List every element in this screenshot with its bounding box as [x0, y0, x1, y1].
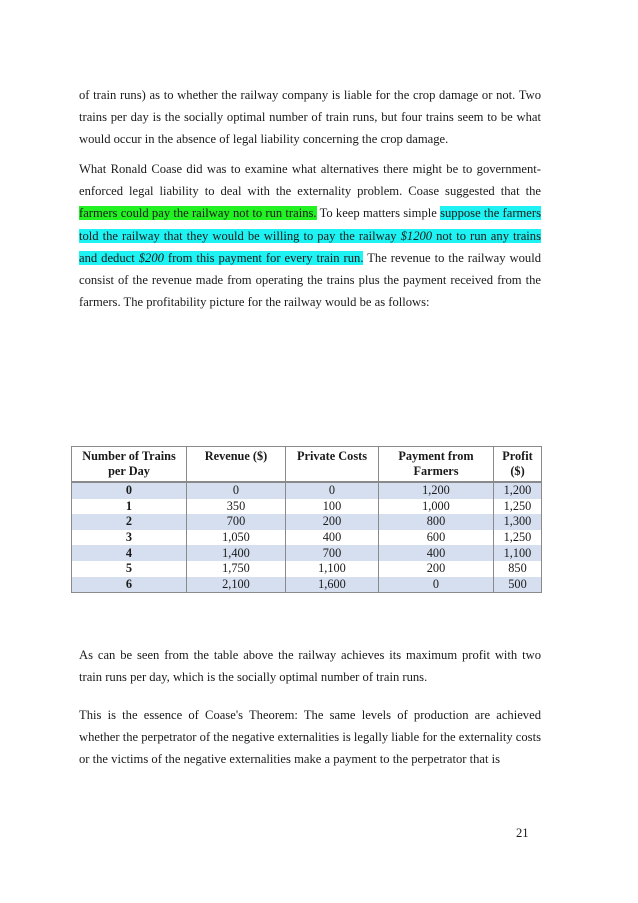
amount-200: $200	[138, 250, 164, 265]
cell-revenue: 350	[187, 499, 286, 515]
table-row	[72, 561, 542, 577]
cell-profit: 1,250	[494, 530, 542, 546]
table-header-row	[72, 447, 542, 483]
cell-profit: 1,250	[494, 499, 542, 515]
table-row	[72, 499, 542, 515]
cell-private-costs: 200	[286, 514, 379, 530]
cell-payment: 800	[379, 514, 494, 530]
highlight-green: farmers could pay the railway not to run trains.	[79, 206, 317, 221]
paragraph-text: To keep matters simple	[316, 206, 441, 221]
cell-trains: 6	[72, 577, 187, 593]
cell-payment: 400	[379, 545, 494, 561]
table-row	[72, 577, 542, 593]
cell-profit: 850	[494, 561, 542, 577]
cell-revenue: 1,750	[187, 561, 286, 577]
cell-trains: 1	[72, 499, 187, 515]
header-payment-from-farmers: Payment from Farmers	[379, 447, 494, 483]
cell-private-costs: 400	[286, 530, 379, 546]
cell-profit: 1,100	[494, 545, 542, 561]
paragraph-coase-theorem: This is the essence of Coase's Theorem: The same levels of production are achieved whether the perpetrator of the negative externalities is legally liable for the externality costs or the victims of the negative externalities make a payment to the perpetrator that is	[79, 708, 541, 767]
cell-trains: 3	[72, 530, 187, 546]
cell-trains: 2	[72, 514, 187, 530]
cell-private-costs: 700	[286, 545, 379, 561]
amount-1200: $1200	[400, 228, 433, 243]
paragraph-text: The revenue to the railway would consist of the revenue made from operating the trains plus the payment received from the farmers. The profitability picture for the railway would be as follows:	[79, 250, 541, 310]
cell-profit: 500	[494, 577, 542, 593]
table-row	[72, 514, 542, 530]
header-private-costs: Private Costs	[286, 447, 379, 483]
cell-revenue: 0	[187, 482, 286, 499]
header-revenue: Revenue ($)	[187, 447, 286, 483]
table-row	[72, 530, 542, 546]
paragraph-coase-alternatives	[79, 158, 541, 313]
cell-revenue: 1,050	[187, 530, 286, 546]
cell-revenue: 1,400	[187, 545, 286, 561]
cell-trains: 5	[72, 561, 187, 577]
paragraph-conclusion: As can be seen from the table above the railway achieves its maximum profit with two train runs per day, which is the socially optimal number of train runs.	[79, 648, 541, 685]
highlight-text: suppose the farmers told the railway that they would be willing to pay the railway	[79, 206, 541, 243]
cell-profit: 1,200	[494, 482, 542, 499]
cell-payment: 1,000	[379, 499, 494, 515]
table-row	[72, 482, 542, 499]
cell-payment: 200	[379, 561, 494, 577]
cell-payment: 0	[379, 577, 494, 593]
highlight-text: from this payment for every train run.	[163, 250, 364, 265]
paragraph-continuation: of train runs) as to whether the railway company is liable for the crop damage or not. Two trains per day is the socially optimal number of train runs, but four trains seem to be what would occur in the absence of legal liability concerning the crop damage.	[79, 88, 541, 147]
page-number: 21	[516, 826, 529, 840]
cell-revenue: 700	[187, 514, 286, 530]
cell-private-costs: 0	[286, 482, 379, 499]
profitability-table	[71, 446, 542, 593]
header-number-of-trains: Number of Trains per Day	[72, 447, 187, 483]
highlight-text: not to run any trains and deduct	[79, 228, 541, 265]
cell-private-costs: 1,600	[286, 577, 379, 593]
cell-trains: 0	[72, 482, 187, 499]
cell-payment: 1,200	[379, 482, 494, 499]
cell-payment: 600	[379, 530, 494, 546]
table-body	[72, 482, 542, 593]
cell-profit: 1,300	[494, 514, 542, 530]
cell-private-costs: 100	[286, 499, 379, 515]
cell-private-costs: 1,100	[286, 561, 379, 577]
paragraph-text: What Ronald Coase did was to examine what alternatives there might be to government-enforced legal liability to deal with the externality problem. Coase suggested that the	[79, 162, 541, 199]
cell-trains: 4	[72, 545, 187, 561]
cell-revenue: 2,100	[187, 577, 286, 593]
header-profit: Profit ($)	[494, 447, 542, 483]
table-row	[72, 545, 542, 561]
